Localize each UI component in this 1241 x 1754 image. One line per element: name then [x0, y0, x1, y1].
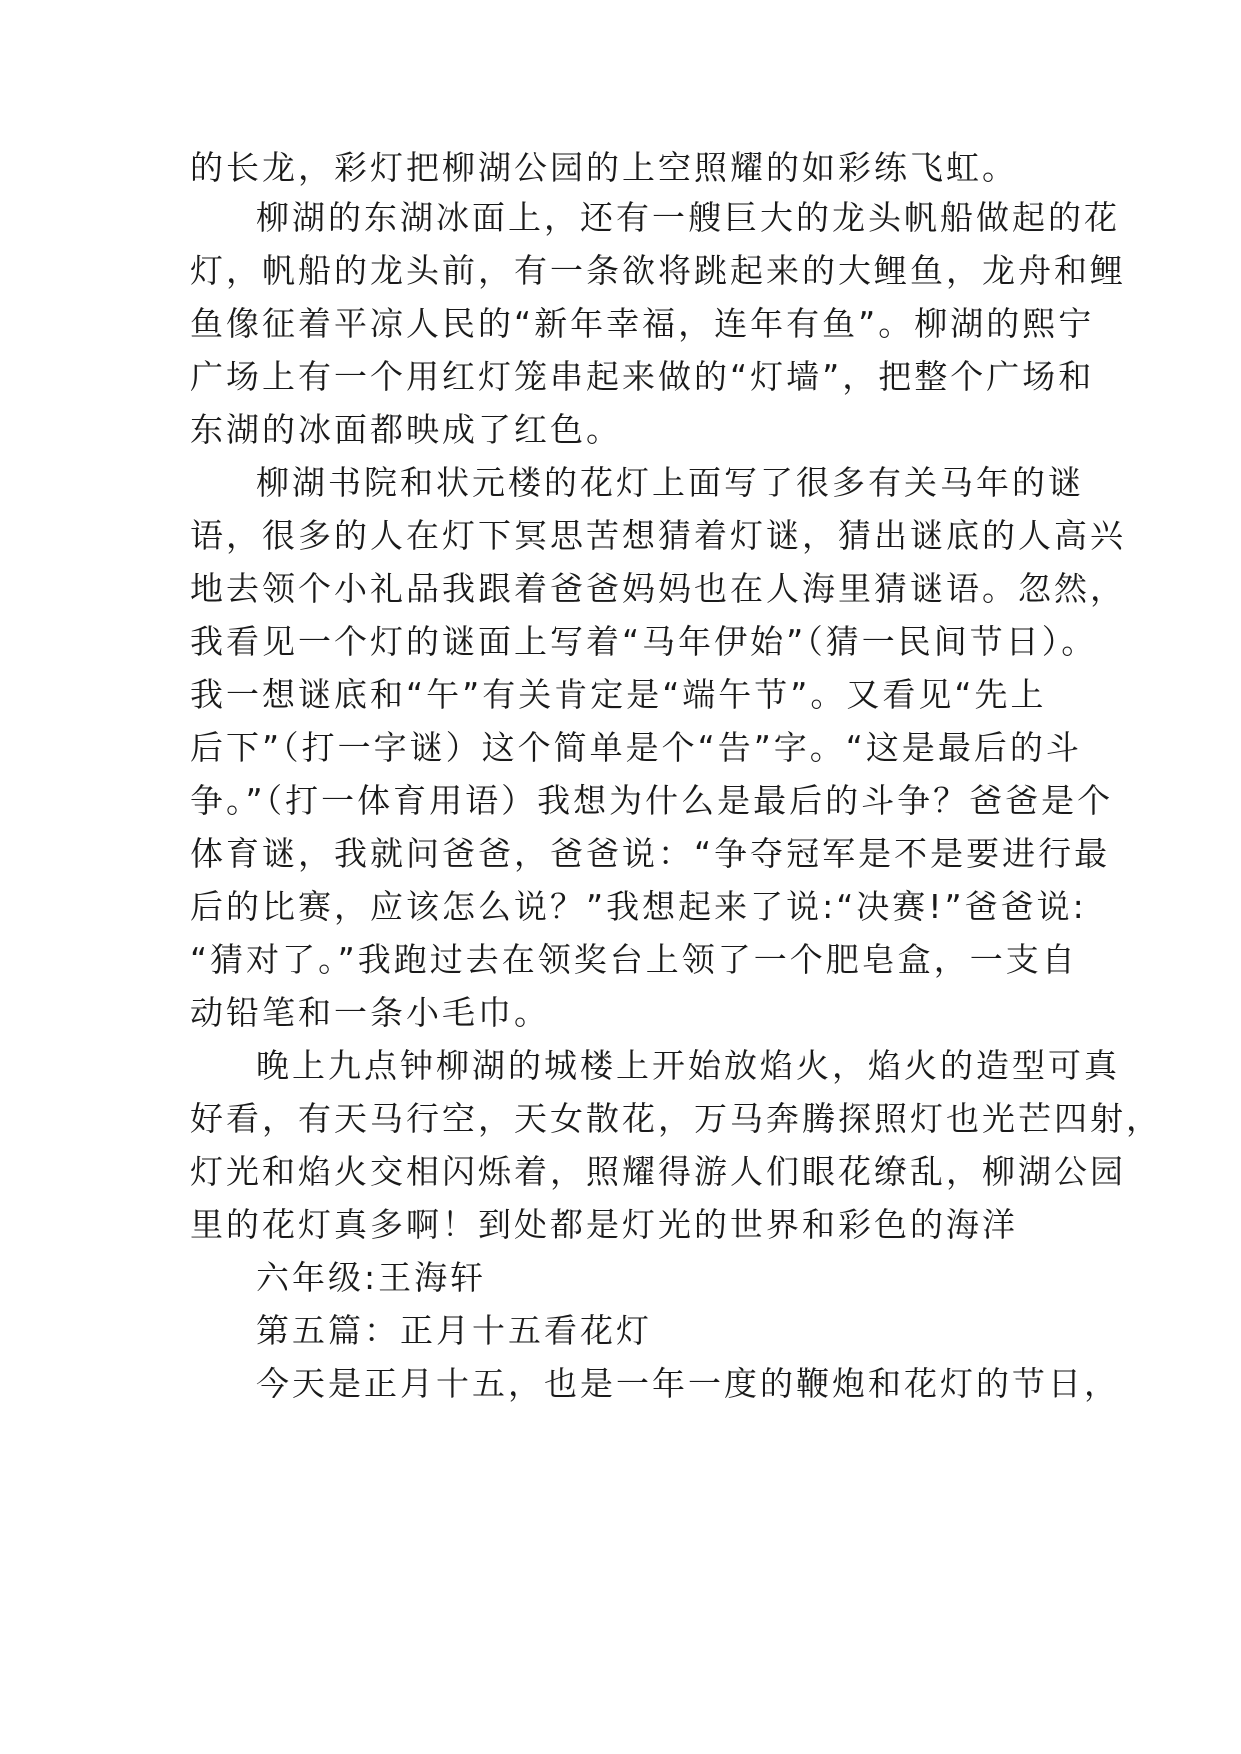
text-line: 灯光和焰火交相闪烁着，照耀得游人们眼花缭乱，柳湖公园 — [190, 1152, 1126, 1191]
text-line: 体育谜，我就问爸爸，爸爸说：“争夺冠军是不是要进行最 — [190, 834, 1111, 873]
text-line: 柳湖的东湖冰面上，还有一艘巨大的龙头帆船做起的花 — [256, 198, 1120, 237]
text-line: 鱼像征着平凉人民的“新年幸福，连年有鱼”。柳湖的熙宁 — [190, 304, 1095, 343]
text-line: 里的花灯真多啊！到处都是灯光的世界和彩色的海洋 — [190, 1205, 1018, 1244]
text-line: 后的比赛，应该怎么说？”我想起来了说:“决赛!”爸爸说: — [190, 887, 1087, 926]
text-line: 灯，帆船的龙头前，有一条欲将跳起来的大鲤鱼，龙舟和鲤 — [190, 251, 1126, 290]
text-line: 晚上九点钟柳湖的城楼上开始放焰火，焰火的造型可真 — [256, 1046, 1120, 1085]
text-line: 我看见一个灯的谜面上写着“马年伊始”（猜一民间节日）。 — [190, 622, 1098, 661]
text-line: 后下”（打一字谜）这个简单是个“告”字。“这是最后的斗 — [190, 728, 1082, 767]
text-line: 东湖的冰面都映成了红色。 — [190, 410, 622, 449]
text-line: 今天是正月十五，也是一年一度的鞭炮和花灯的节日， — [256, 1364, 1120, 1403]
section-title: 第五篇：正月十五看花灯 — [256, 1311, 652, 1350]
text-line: “猜对了。”我跑过去在领奖台上领了一个肥皂盒，一支自 — [190, 940, 1078, 979]
text-line: 争。”（打一体育用语）我想为什么是最后的斗争？爸爸是个 — [190, 781, 1114, 820]
text-line: 好看，有天马行空，天女散花，万马奔腾探照灯也光芒四射， — [190, 1099, 1162, 1138]
author-line: 六年级:王海轩 — [256, 1258, 487, 1297]
text-line: 语，很多的人在灯下冥思苦想猜着灯谜，猜出谜底的人高兴 — [190, 516, 1126, 555]
text-line: 的长龙，彩灯把柳湖公园的上空照耀的如彩练飞虹。 — [190, 148, 1018, 187]
text-line: 我一想谜底和“午”有关肯定是“端午节”。又看见“先上 — [190, 675, 1047, 714]
text-line: 地去领个小礼品我跟着爸爸妈妈也在人海里猜谜语。忽然， — [190, 569, 1126, 608]
text-line: 动铅笔和一条小毛巾。 — [190, 993, 550, 1032]
text-line: 柳湖书院和状元楼的花灯上面写了很多有关马年的谜 — [256, 463, 1084, 502]
text-line: 广场上有一个用红灯笼串起来做的“灯墙”，把整个广场和 — [190, 357, 1095, 396]
